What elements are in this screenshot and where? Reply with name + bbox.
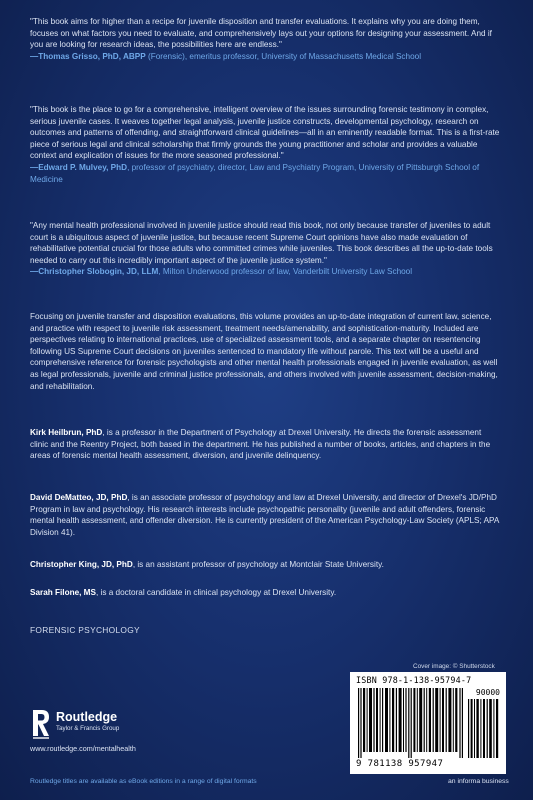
author-bio: , is a professor in the Department of Psychology at Drexel University. He directs the forensic assessment clinic and the Reentry Project, both based in the department. He has published a number of books, articles, and chapters in the areas of forensic mental health assessment, diversion, and juvenile delinquency. xyxy=(30,428,491,461)
review-mulvey xyxy=(30,104,500,185)
author-bio-dematteo xyxy=(30,492,500,538)
author-name: David DeMatteo, JD, PhD xyxy=(30,493,128,502)
author-bio-heilbrun xyxy=(30,427,500,462)
publisher-subtitle: Taylor & Francis Group xyxy=(56,725,120,732)
review-author: —Edward P. Mulvey, PhD xyxy=(30,162,128,172)
author-bio: , is an associate professor of psychology and law at Drexel University, and director of Drexel's JD/PhD Program in law and psychology. His research interests include psychopathic personality (juvenile and adult offenders, forensic mental health assessment, and offender diversion. He is currently president of the American Psychology-Law Society (APLS; APA Division 41). xyxy=(30,493,499,537)
review-author: —Thomas Grisso, PhD, ABPP xyxy=(30,51,146,61)
book-description: Focusing on juvenile transfer and disposition evaluations, this volume provides an up-to-date integration of current law, science, and practice with respect to juvenile risk assessment, treatment needs/amenability, and sophistication-maturity. Included are perspectives relating to international practices, use of specialized assessment tools, and a separate chapter on resentencing following US Supreme Court decisions on juveniles sentenced to mandatory life without parole. This text will be a useful and comprehensive reference for forensic psychologists and other mental health professionals engaged in juvenile evaluation, as well as legal professionals, juvenile and criminal justice professionals, and others involved with juvenile assessment, decision-making, and rehabilitation. xyxy=(30,312,498,391)
review-affiliation: (Forensic), emeritus professor, University of Massachusetts Medical School xyxy=(145,51,422,61)
review-quote: "This book aims for higher than a recipe for juvenile disposition and transfer evaluations. It explains why you are doing them, focuses on what factors you need to evaluate, and comprehensively lays out your options for designing your assessment. And if you are looking for research ideas, the possibilities here are endless." xyxy=(30,17,492,50)
isbn-label: ISBN 978-1-138-95794-7 xyxy=(356,675,472,685)
review-slobogin xyxy=(30,220,500,278)
image-credit: Cover image: © Shutterstock xyxy=(413,663,495,670)
price-code: 90000 xyxy=(475,688,500,697)
ebook-note: Routledge titles are available as eBook editions in a range of digital formats xyxy=(30,778,257,785)
author-name: Sarah Filone, MS xyxy=(30,588,96,597)
review-affiliation: , professor of psychiatry, director, Law and Psychiatry Program, University of Pittsburgh School of Medicine xyxy=(30,162,480,184)
author-name: Kirk Heilbrun, PhD xyxy=(30,428,103,437)
barcode-number: 9 781138 957947 xyxy=(356,759,444,769)
addon-barcode-bars xyxy=(468,699,500,758)
review-quote: "This book is the place to go for a comprehensive, intelligent overview of the issues surrounding forensic testimony in complex, serious juvenile cases. It weaves together legal analysis, juvenile justice constructs, developmental psychology, research on outcomes and patterns of offending, and straightforward clinical guidelines—all in an eminently readable format. This is a first-rate piece of serious legal and clinical scholarship that firmly grounds the young practitioner and scholar and provides a valuable context and explication of issues for the more seasoned professional." xyxy=(30,105,500,161)
publisher-name: Routledge xyxy=(56,710,118,724)
review-author: —Christopher Slobogin, JD, LLM xyxy=(30,267,159,277)
author-bio: , is an assistant professor of psychology at Montclair State University. xyxy=(132,560,384,569)
publisher-url[interactable]: www.routledge.com/mentalhealth xyxy=(30,744,136,753)
author-bio-filone xyxy=(30,587,500,599)
category-label: FORENSIC PSYCHOLOGY xyxy=(30,625,140,635)
author-name: Christopher King, JD, PhD xyxy=(30,560,133,569)
author-bio-king xyxy=(30,559,500,571)
isbn-barcode xyxy=(350,672,506,774)
barcode-bars xyxy=(358,688,464,758)
informa-tagline: an informa business xyxy=(448,778,509,785)
author-bio: , is a doctoral candidate in clinical psychology at Drexel University. xyxy=(95,588,337,597)
review-quote: "Any mental health professional involved in juvenile justice should read this book, not only because transfer of juveniles to adult court is a ubiquitous aspect of juvenile justice, but because recent Supreme Court opinions have also made evaluation of rehabilitative potential crucial for those adults who committed crimes while juveniles. This book describes all the up-to-date tools needed to carry out this incredibly important aspect of the juvenile justice system." xyxy=(30,221,493,265)
review-grisso xyxy=(30,16,500,62)
review-affiliation: , Milton Underwood professor of law, Vanderbilt University Law School xyxy=(158,267,413,277)
routledge-logo-icon xyxy=(30,708,52,740)
